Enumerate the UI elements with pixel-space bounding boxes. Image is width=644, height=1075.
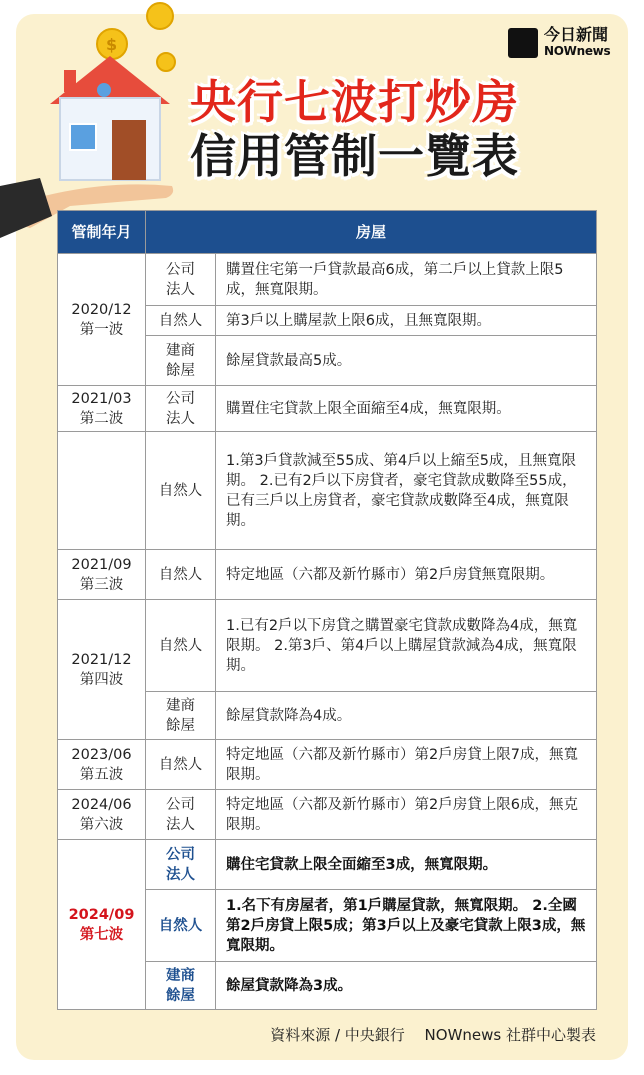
category-cell: 建商 餘屋	[146, 692, 216, 740]
logo-mark-icon	[508, 28, 538, 58]
category-cell: 公司 法人	[146, 790, 216, 840]
description-cell: 1.已有2戶以下房貸之購置豪宅貸款成數降為4成，無寬限期。 2.第3戶、第4戶以上購屋貸款減為4成，無寬限期。	[216, 600, 597, 692]
category-cell: 自然人	[146, 306, 216, 336]
category-cell: 公司 法人	[146, 254, 216, 306]
category-cell: 公司 法人	[146, 840, 216, 890]
description-cell: 1.名下有房屋者，第1戶購屋貸款，無寬限期。 2.全國第2戶房貸上限5成；第3戶以上及豪宅貸款上限3成，無寬限期。	[216, 890, 597, 962]
description-cell: 特定地區（六都及新竹縣市）第2戶房貸上限6成，無克限期。	[216, 790, 597, 840]
page-title	[190, 76, 590, 184]
header-housing: 房屋	[146, 211, 597, 254]
category-cell: 建商 餘屋	[146, 336, 216, 386]
description-cell: 購置住宅第一戶貸款最高6成，第二戶以上貸款上限5成，無寬限期。	[216, 254, 597, 306]
wave-cell: 2020/12 第一波	[58, 254, 146, 386]
category-cell: 公司 法人	[146, 386, 216, 432]
table-row	[58, 600, 597, 692]
description-cell: 1.第3戶貸款減至55成、第4戶以上縮至5成，且無寬限期。 2.已有2戶以下房貸者，豪宅貸款成數降至55成，已有三戶以上房貸者，豪宅貸款成數降至4成，無寬限期。	[216, 432, 597, 550]
category-cell: 自然人	[146, 550, 216, 600]
table-row	[58, 254, 597, 306]
wave-cell: 2021/09 第三波	[58, 550, 146, 600]
description-cell: 特定地區（六都及新竹縣市）第2戶房貸上限7成，無寬限期。	[216, 740, 597, 790]
logo-text-en: NOWnews	[544, 44, 611, 58]
title-line-1: 央行七波打炒房	[190, 75, 519, 129]
table-header-row	[58, 211, 597, 254]
source-footer: 資料來源 / 中央銀行 NOWnews 社群中心製表	[270, 1026, 596, 1044]
wave-cell-empty	[58, 432, 146, 550]
house-coin-hand-illustration	[0, 0, 200, 240]
description-cell: 購置住宅貸款上限全面縮至4成，無寬限期。	[216, 386, 597, 432]
wave-cell: 2023/06 第五波	[58, 740, 146, 790]
svg-text:$: $	[106, 35, 118, 54]
category-cell: 自然人	[146, 890, 216, 962]
wave-cell: 2021/12 第四波	[58, 600, 146, 740]
category-cell: 自然人	[146, 432, 216, 550]
category-cell: 建商 餘屋	[146, 962, 216, 1010]
credit-control-table	[57, 210, 597, 1010]
description-cell: 餘屋貸款降為4成。	[216, 692, 597, 740]
description-cell: 第3戶以上購屋款上限6成，且無寬限期。	[216, 306, 597, 336]
wave-cell: 2021/03 第二波	[58, 386, 146, 432]
logo-text-cn: 今日新聞	[544, 25, 609, 44]
nownews-logo	[508, 26, 618, 62]
header-period: 管制年月	[58, 211, 146, 254]
table-row	[58, 740, 597, 790]
wave-cell: 2024/06 第六波	[58, 790, 146, 840]
category-cell: 自然人	[146, 740, 216, 790]
description-cell: 餘屋貸款降為3成。	[216, 962, 597, 1010]
wave-cell-highlight: 2024/09 第七波	[58, 840, 146, 1010]
category-cell: 自然人	[146, 600, 216, 692]
table-row	[58, 840, 597, 890]
description-cell: 餘屋貸款最高5成。	[216, 336, 597, 386]
table-row	[58, 432, 597, 550]
description-cell: 特定地區（六都及新竹縣市）第2戶房貸無寬限期。	[216, 550, 597, 600]
description-cell: 購住宅貸款上限全面縮至3成，無寬限期。	[216, 840, 597, 890]
title-line-2: 信用管制一覽表	[190, 129, 519, 183]
table-row	[58, 550, 597, 600]
table-row	[58, 790, 597, 840]
table-row	[58, 386, 597, 432]
